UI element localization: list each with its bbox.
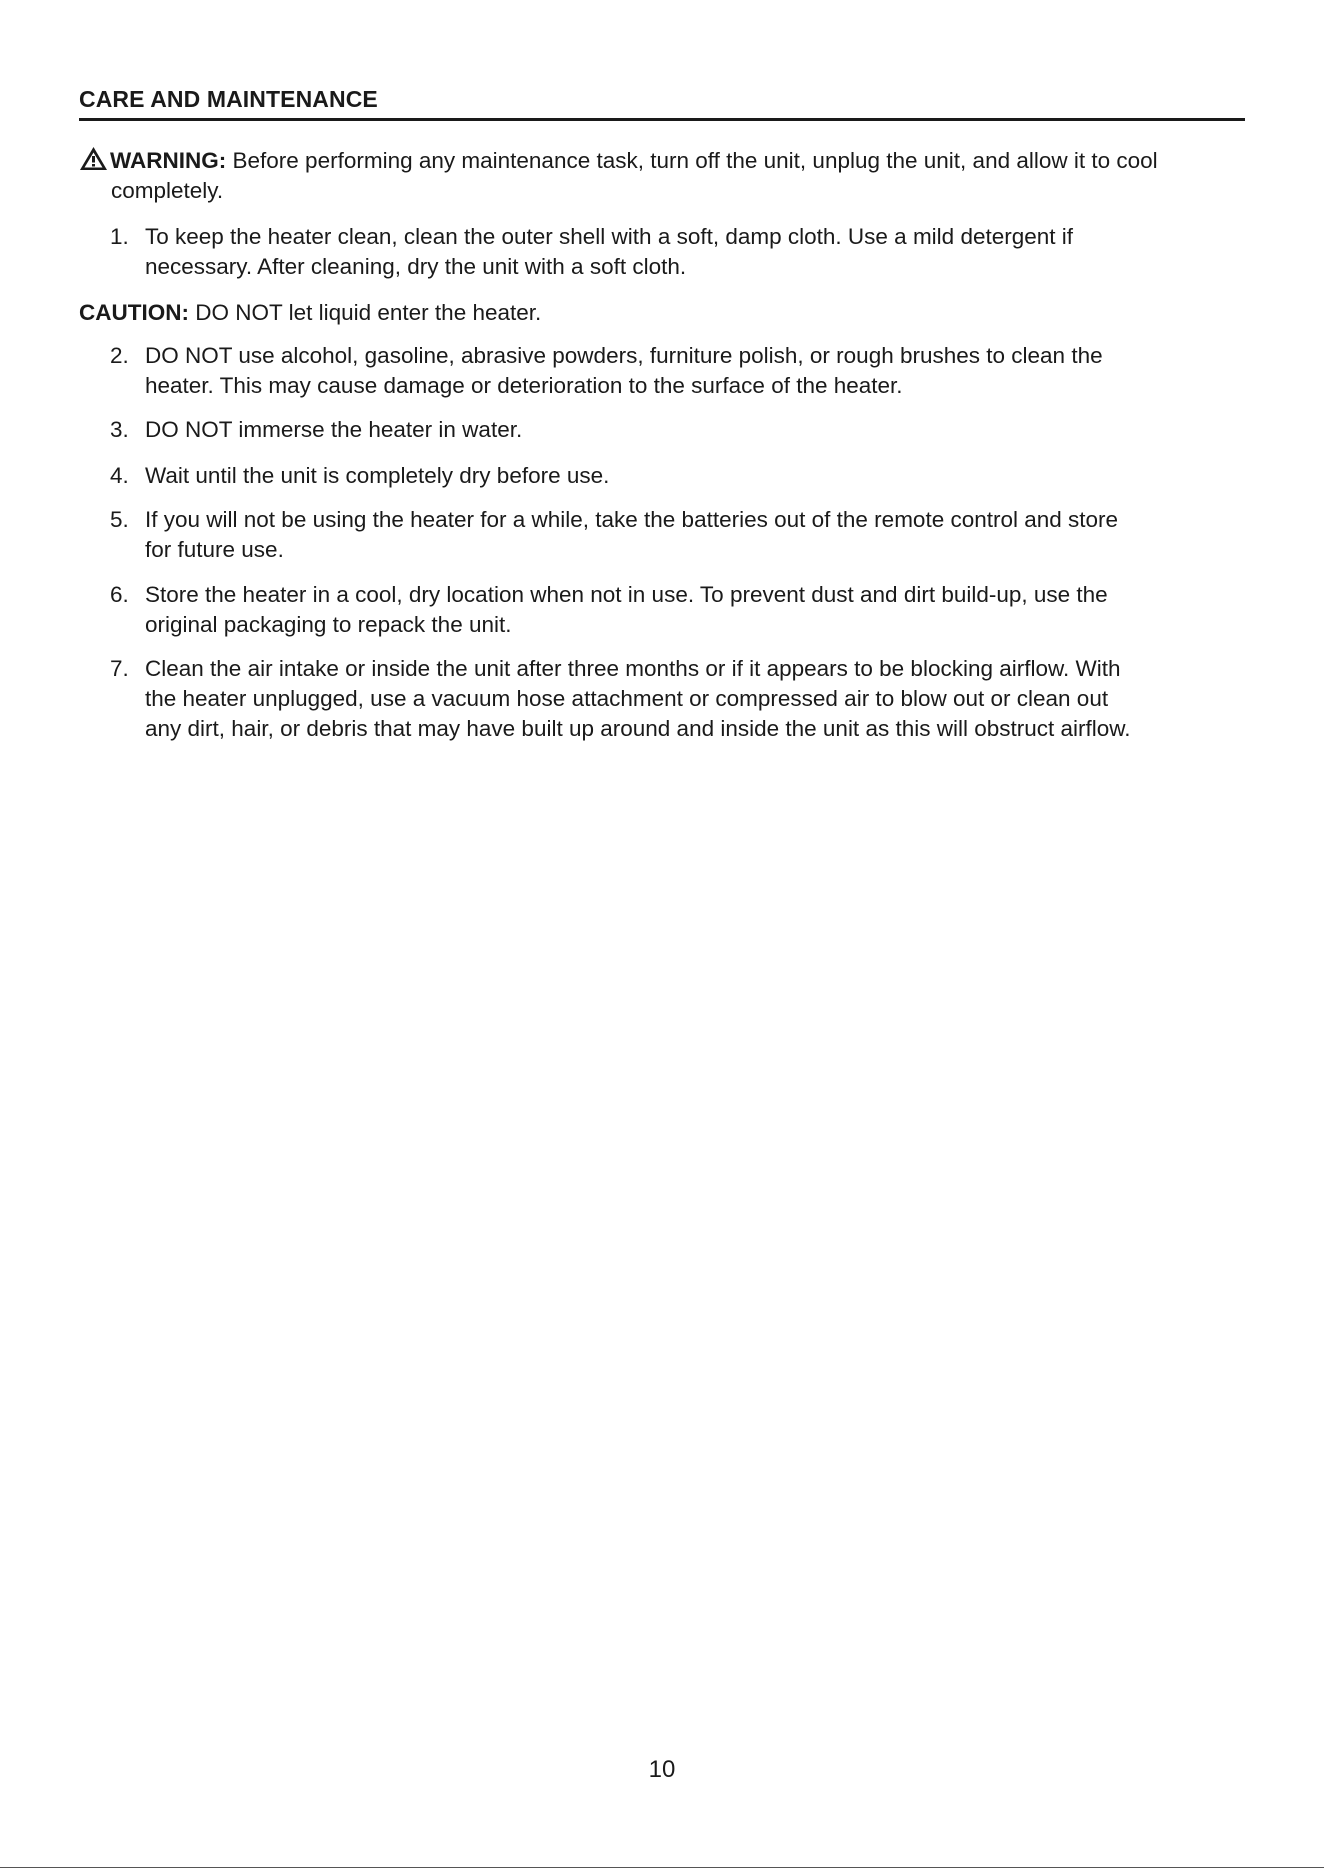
list-item-line: any dirt, hair, or debris that may have built up around and inside the unit as this will obstruct airflow. xyxy=(145,716,1131,741)
page-number: 10 xyxy=(648,1756,676,1783)
heading-underline xyxy=(79,118,1245,121)
list-item-line: To keep the heater clean, clean the outer shell with a soft, damp cloth. Use a mild detergent if xyxy=(145,224,1074,249)
list-item-number: 2. xyxy=(110,343,129,368)
list-item-line: heater. This may cause damage or deterioration to the surface of the heater. xyxy=(145,373,903,398)
list-item-line: for future use. xyxy=(145,537,284,562)
warning-text-line2: completely. xyxy=(111,178,224,203)
caution-statement xyxy=(79,298,541,328)
caution-text: DO NOT let liquid enter the heater. xyxy=(195,300,542,325)
warning-label: WARNING: xyxy=(110,148,227,173)
list-item-line: the heater unplugged, use a vacuum hose attachment or compressed air to blow out or clean out xyxy=(145,686,1109,711)
caution-label: CAUTION: xyxy=(79,300,189,325)
list-item-number: 1. xyxy=(110,224,129,249)
list-item-line: Store the heater in a cool, dry location when not in use. To prevent dust and dirt build-up, use the xyxy=(145,582,1108,607)
list-item-line: original packaging to repack the unit. xyxy=(145,612,512,637)
section-heading: CARE AND MAINTENANCE xyxy=(79,86,378,112)
list-item-line: Wait until the unit is completely dry before use. xyxy=(145,463,610,488)
list-item-number: 5. xyxy=(110,507,129,532)
list-item-number: 3. xyxy=(110,417,129,442)
list-item-line: necessary. After cleaning, dry the unit with a soft cloth. xyxy=(145,254,687,279)
list-item-line: If you will not be using the heater for a while, take the batteries out of the remote control and store xyxy=(145,507,1119,532)
list-item-number: 7. xyxy=(110,656,129,681)
warning-triangle-icon xyxy=(79,146,108,171)
list-item-line: Clean the air intake or inside the unit after three months or if it appears to be blocking airflow. With xyxy=(145,656,1121,681)
list-item-number: 4. xyxy=(110,463,129,488)
warning-text-line1: Before performing any maintenance task, turn off the unit, unplug the unit, and allow it to cool xyxy=(232,148,1158,173)
list-item-line: DO NOT immerse the heater in water. xyxy=(145,417,523,442)
list-item-number: 6. xyxy=(110,582,129,607)
page-bottom-edge xyxy=(0,1867,1324,1868)
list-item-line: DO NOT use alcohol, gasoline, abrasive powders, furniture polish, or rough brushes to clean the xyxy=(145,343,1103,368)
warning-statement xyxy=(79,146,1158,176)
